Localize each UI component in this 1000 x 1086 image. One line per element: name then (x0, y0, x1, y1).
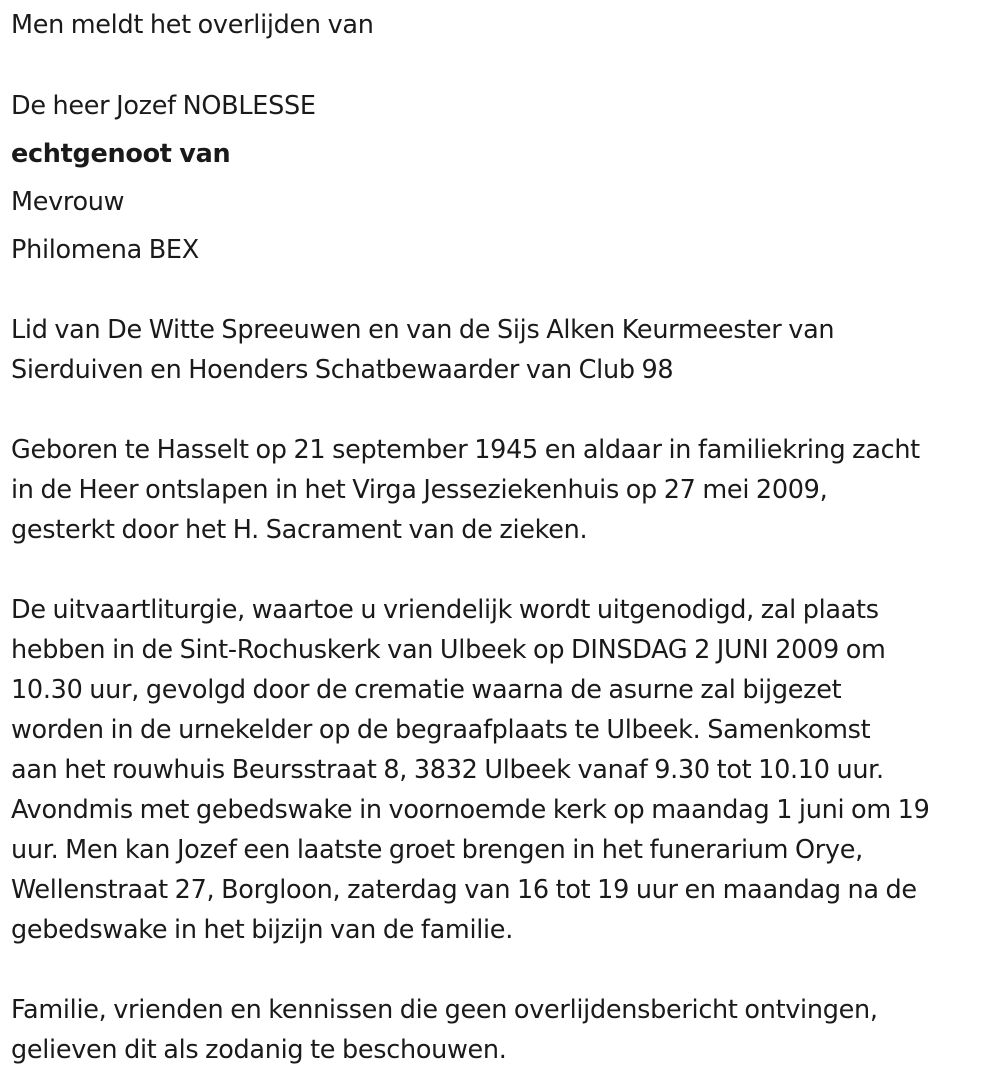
funeral-line: aan het rouwhuis Beursstraat 8, 3832 Ulbeek vanaf 9.30 tot 10.10 uur. (11, 755, 884, 785)
birth-death-line: Geboren te Hasselt op 21 september 1945 en aldaar in familiekring zacht (11, 435, 920, 465)
closing-line: Familie, vrienden en kennissen die geen overlijdensbericht ontvingen, (11, 995, 878, 1025)
birth-death-line: gesterkt door het H. Sacrament van de zieken. (11, 515, 588, 545)
funeral-line: worden in de urnekelder op de begraafplaats te Ulbeek. Samenkomst (11, 715, 871, 745)
funeral-line: Avondmis met gebedswake in voornoemde kerk op maandag 1 juni om 19 (11, 795, 930, 825)
spouse-name: Philomena BEX (11, 235, 199, 265)
funeral-line: uur. Men kan Jozef een laatste groet brengen in het funerarium Orye, (11, 835, 863, 865)
intro-line: Men meldt het overlijden van (11, 10, 374, 40)
spouse-title: Mevrouw (11, 187, 125, 217)
memberships-line: Sierduiven en Hoenders Schatbewaarder van Club 98 (11, 355, 674, 385)
funeral-line: gebedswake in het bijzijn van de familie. (11, 915, 513, 945)
memberships-line: Lid van De Witte Spreeuwen en van de Sijs Alken Keurmeester van (11, 315, 835, 345)
funeral-line: 10.30 uur, gevolgd door de crematie waarna de asurne zal bijgezet (11, 675, 842, 705)
birth-death-line: in de Heer ontslapen in het Virga Jesseziekenhuis op 27 mei 2009, (11, 475, 828, 505)
closing-line: gelieven dit als zodanig te beschouwen. (11, 1035, 507, 1065)
funeral-line: Wellenstraat 27, Borgloon, zaterdag van 16 tot 19 uur en maandag na de (11, 875, 917, 905)
deceased-name: De heer Jozef NOBLESSE (11, 91, 316, 121)
funeral-line: hebben in de Sint-Rochuskerk van Ulbeek op DINSDAG 2 JUNI 2009 om (11, 635, 886, 665)
funeral-line: De uitvaartliturgie, waartoe u vriendelijk wordt uitgenodigd, zal plaats (11, 595, 879, 625)
spouse-label: echtgenoot van (11, 139, 231, 169)
